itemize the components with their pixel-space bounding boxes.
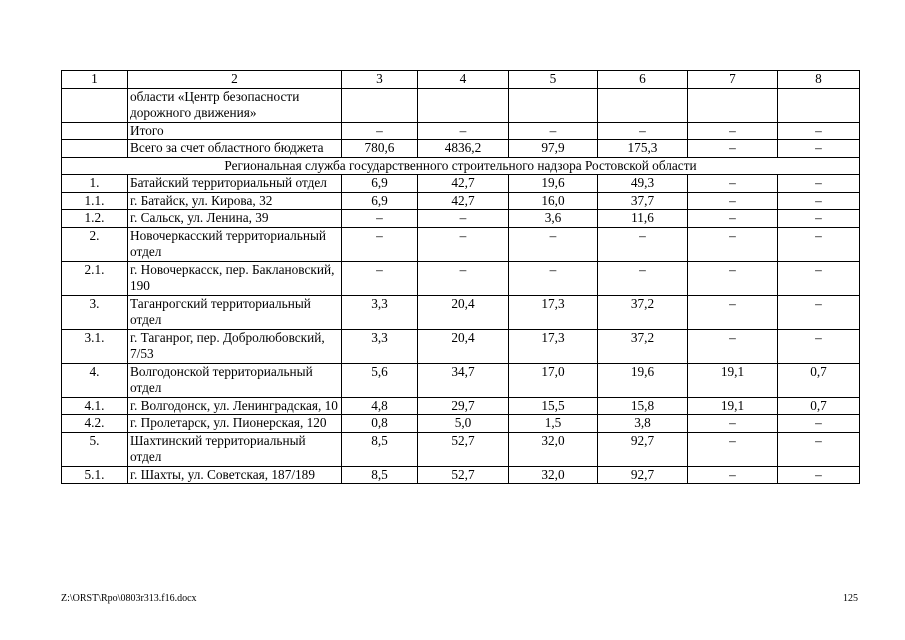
column-header: 4	[418, 71, 509, 89]
value-cell: 52,7	[418, 466, 509, 484]
value-cell: 3,8	[598, 415, 688, 433]
value-cell: 3,6	[509, 210, 598, 228]
value-cell: –	[778, 415, 860, 433]
value-cell: –	[688, 261, 778, 295]
row-name: Волгодонской территориальный отдел	[128, 363, 342, 397]
value-cell: 37,2	[598, 329, 688, 363]
row-name: Всего за счет областного бюджета	[128, 140, 342, 158]
row-number: 2.1.	[62, 261, 128, 295]
value-cell: –	[778, 192, 860, 210]
table-row	[62, 192, 860, 210]
value-cell	[598, 88, 688, 122]
table-row	[62, 329, 860, 363]
row-number: 1.	[62, 175, 128, 193]
value-cell: –	[778, 175, 860, 193]
value-cell: –	[688, 415, 778, 433]
table-row	[62, 88, 860, 122]
value-cell: 19,6	[598, 363, 688, 397]
value-cell: –	[418, 210, 509, 228]
value-cell: 11,6	[598, 210, 688, 228]
row-name: области «Центр безопасности дорожного движения»	[128, 88, 342, 122]
value-cell: –	[342, 261, 418, 295]
value-cell	[778, 88, 860, 122]
value-cell: –	[509, 227, 598, 261]
row-name: г. Волгодонск, ул. Ленинградская, 10	[128, 397, 342, 415]
value-cell: 29,7	[418, 397, 509, 415]
value-cell: –	[778, 329, 860, 363]
value-cell: 97,9	[509, 140, 598, 158]
value-cell: –	[418, 261, 509, 295]
file-path: Z:\ORST\Rpo\0803r313.f16.docx	[61, 593, 197, 604]
value-cell: 20,4	[418, 329, 509, 363]
value-cell: 17,3	[509, 329, 598, 363]
value-cell	[509, 88, 598, 122]
value-cell: 5,0	[418, 415, 509, 433]
row-name: г. Таганрог, пер. Добролюбовский, 7/53	[128, 329, 342, 363]
value-cell: 15,5	[509, 397, 598, 415]
table-row	[62, 397, 860, 415]
value-cell: 175,3	[598, 140, 688, 158]
table-row	[62, 432, 860, 466]
row-number: 4.2.	[62, 415, 128, 433]
value-cell: 19,1	[688, 397, 778, 415]
value-cell: –	[778, 466, 860, 484]
value-cell: –	[778, 432, 860, 466]
value-cell: 0,7	[778, 363, 860, 397]
row-number	[62, 140, 128, 158]
value-cell: 19,1	[688, 363, 778, 397]
budget-table	[61, 70, 860, 484]
value-cell: –	[598, 122, 688, 140]
row-number: 5.	[62, 432, 128, 466]
column-header: 6	[598, 71, 688, 89]
row-number: 5.1.	[62, 466, 128, 484]
value-cell: –	[598, 227, 688, 261]
table-row	[62, 415, 860, 433]
value-cell: 3,3	[342, 295, 418, 329]
value-cell: 4836,2	[418, 140, 509, 158]
table-row	[62, 363, 860, 397]
value-cell: 15,8	[598, 397, 688, 415]
value-cell: –	[342, 227, 418, 261]
table-row	[62, 261, 860, 295]
value-cell: 52,7	[418, 432, 509, 466]
value-cell: –	[688, 210, 778, 228]
value-cell: –	[688, 140, 778, 158]
value-cell: –	[688, 192, 778, 210]
value-cell: –	[778, 210, 860, 228]
value-cell: 34,7	[418, 363, 509, 397]
column-header: 7	[688, 71, 778, 89]
value-cell: 37,2	[598, 295, 688, 329]
row-number: 3.1.	[62, 329, 128, 363]
value-cell: –	[688, 329, 778, 363]
value-cell: –	[688, 227, 778, 261]
section-title: Региональная служба государственного строительного надзора Ростовской области	[62, 157, 860, 175]
value-cell: 49,3	[598, 175, 688, 193]
value-cell: –	[688, 122, 778, 140]
value-cell: –	[598, 261, 688, 295]
value-cell: 16,0	[509, 192, 598, 210]
table-row	[62, 122, 860, 140]
value-cell: –	[778, 227, 860, 261]
value-cell: –	[509, 122, 598, 140]
page-number: 125	[843, 593, 858, 604]
value-cell: 20,4	[418, 295, 509, 329]
value-cell: 37,7	[598, 192, 688, 210]
row-name: Шахтинский территориальный отдел	[128, 432, 342, 466]
value-cell: 17,0	[509, 363, 598, 397]
value-cell: –	[688, 466, 778, 484]
row-name: г. Сальск, ул. Ленина, 39	[128, 210, 342, 228]
row-number: 2.	[62, 227, 128, 261]
value-cell: 92,7	[598, 466, 688, 484]
section-row	[62, 157, 860, 175]
table-row	[62, 175, 860, 193]
row-number: 1.1.	[62, 192, 128, 210]
value-cell: 4,8	[342, 397, 418, 415]
value-cell	[688, 88, 778, 122]
value-cell	[418, 88, 509, 122]
value-cell: –	[688, 295, 778, 329]
value-cell: –	[688, 175, 778, 193]
row-name: г. Шахты, ул. Советская, 187/189	[128, 466, 342, 484]
value-cell: 42,7	[418, 192, 509, 210]
row-number: 1.2.	[62, 210, 128, 228]
row-name: Новочеркасский территориальный отдел	[128, 227, 342, 261]
value-cell: 5,6	[342, 363, 418, 397]
row-name: Таганрогский территориальный отдел	[128, 295, 342, 329]
row-number: 3.	[62, 295, 128, 329]
value-cell: –	[778, 295, 860, 329]
value-cell: –	[778, 122, 860, 140]
value-cell: 6,9	[342, 175, 418, 193]
row-number: 4.1.	[62, 397, 128, 415]
value-cell: 92,7	[598, 432, 688, 466]
value-cell: 0,8	[342, 415, 418, 433]
value-cell: 32,0	[509, 466, 598, 484]
table-row	[62, 466, 860, 484]
value-cell: 780,6	[342, 140, 418, 158]
row-name: г. Батайск, ул. Кирова, 32	[128, 192, 342, 210]
value-cell: –	[418, 227, 509, 261]
value-cell: –	[778, 261, 860, 295]
value-cell: –	[418, 122, 509, 140]
value-cell: 6,9	[342, 192, 418, 210]
value-cell: 19,6	[509, 175, 598, 193]
value-cell: 8,5	[342, 466, 418, 484]
column-header: 2	[128, 71, 342, 89]
value-cell: 32,0	[509, 432, 598, 466]
table-row	[62, 295, 860, 329]
value-cell: –	[342, 122, 418, 140]
column-header: 8	[778, 71, 860, 89]
row-number: 4.	[62, 363, 128, 397]
value-cell: –	[778, 140, 860, 158]
table-row	[62, 210, 860, 228]
value-cell: 1,5	[509, 415, 598, 433]
table-row	[62, 140, 860, 158]
column-header: 3	[342, 71, 418, 89]
row-name: Батайский территориальный отдел	[128, 175, 342, 193]
value-cell: 17,3	[509, 295, 598, 329]
value-cell	[342, 88, 418, 122]
row-number	[62, 122, 128, 140]
row-name: Итого	[128, 122, 342, 140]
value-cell: –	[342, 210, 418, 228]
value-cell: –	[688, 432, 778, 466]
row-name: г. Новочеркасск, пер. Баклановский, 190	[128, 261, 342, 295]
value-cell: 3,3	[342, 329, 418, 363]
column-header: 1	[62, 71, 128, 89]
row-number	[62, 88, 128, 122]
value-cell: 8,5	[342, 432, 418, 466]
value-cell: 42,7	[418, 175, 509, 193]
value-cell: 0,7	[778, 397, 860, 415]
header-row	[62, 71, 860, 89]
value-cell: –	[509, 261, 598, 295]
column-header: 5	[509, 71, 598, 89]
row-name: г. Пролетарск, ул. Пионерская, 120	[128, 415, 342, 433]
table-row	[62, 227, 860, 261]
